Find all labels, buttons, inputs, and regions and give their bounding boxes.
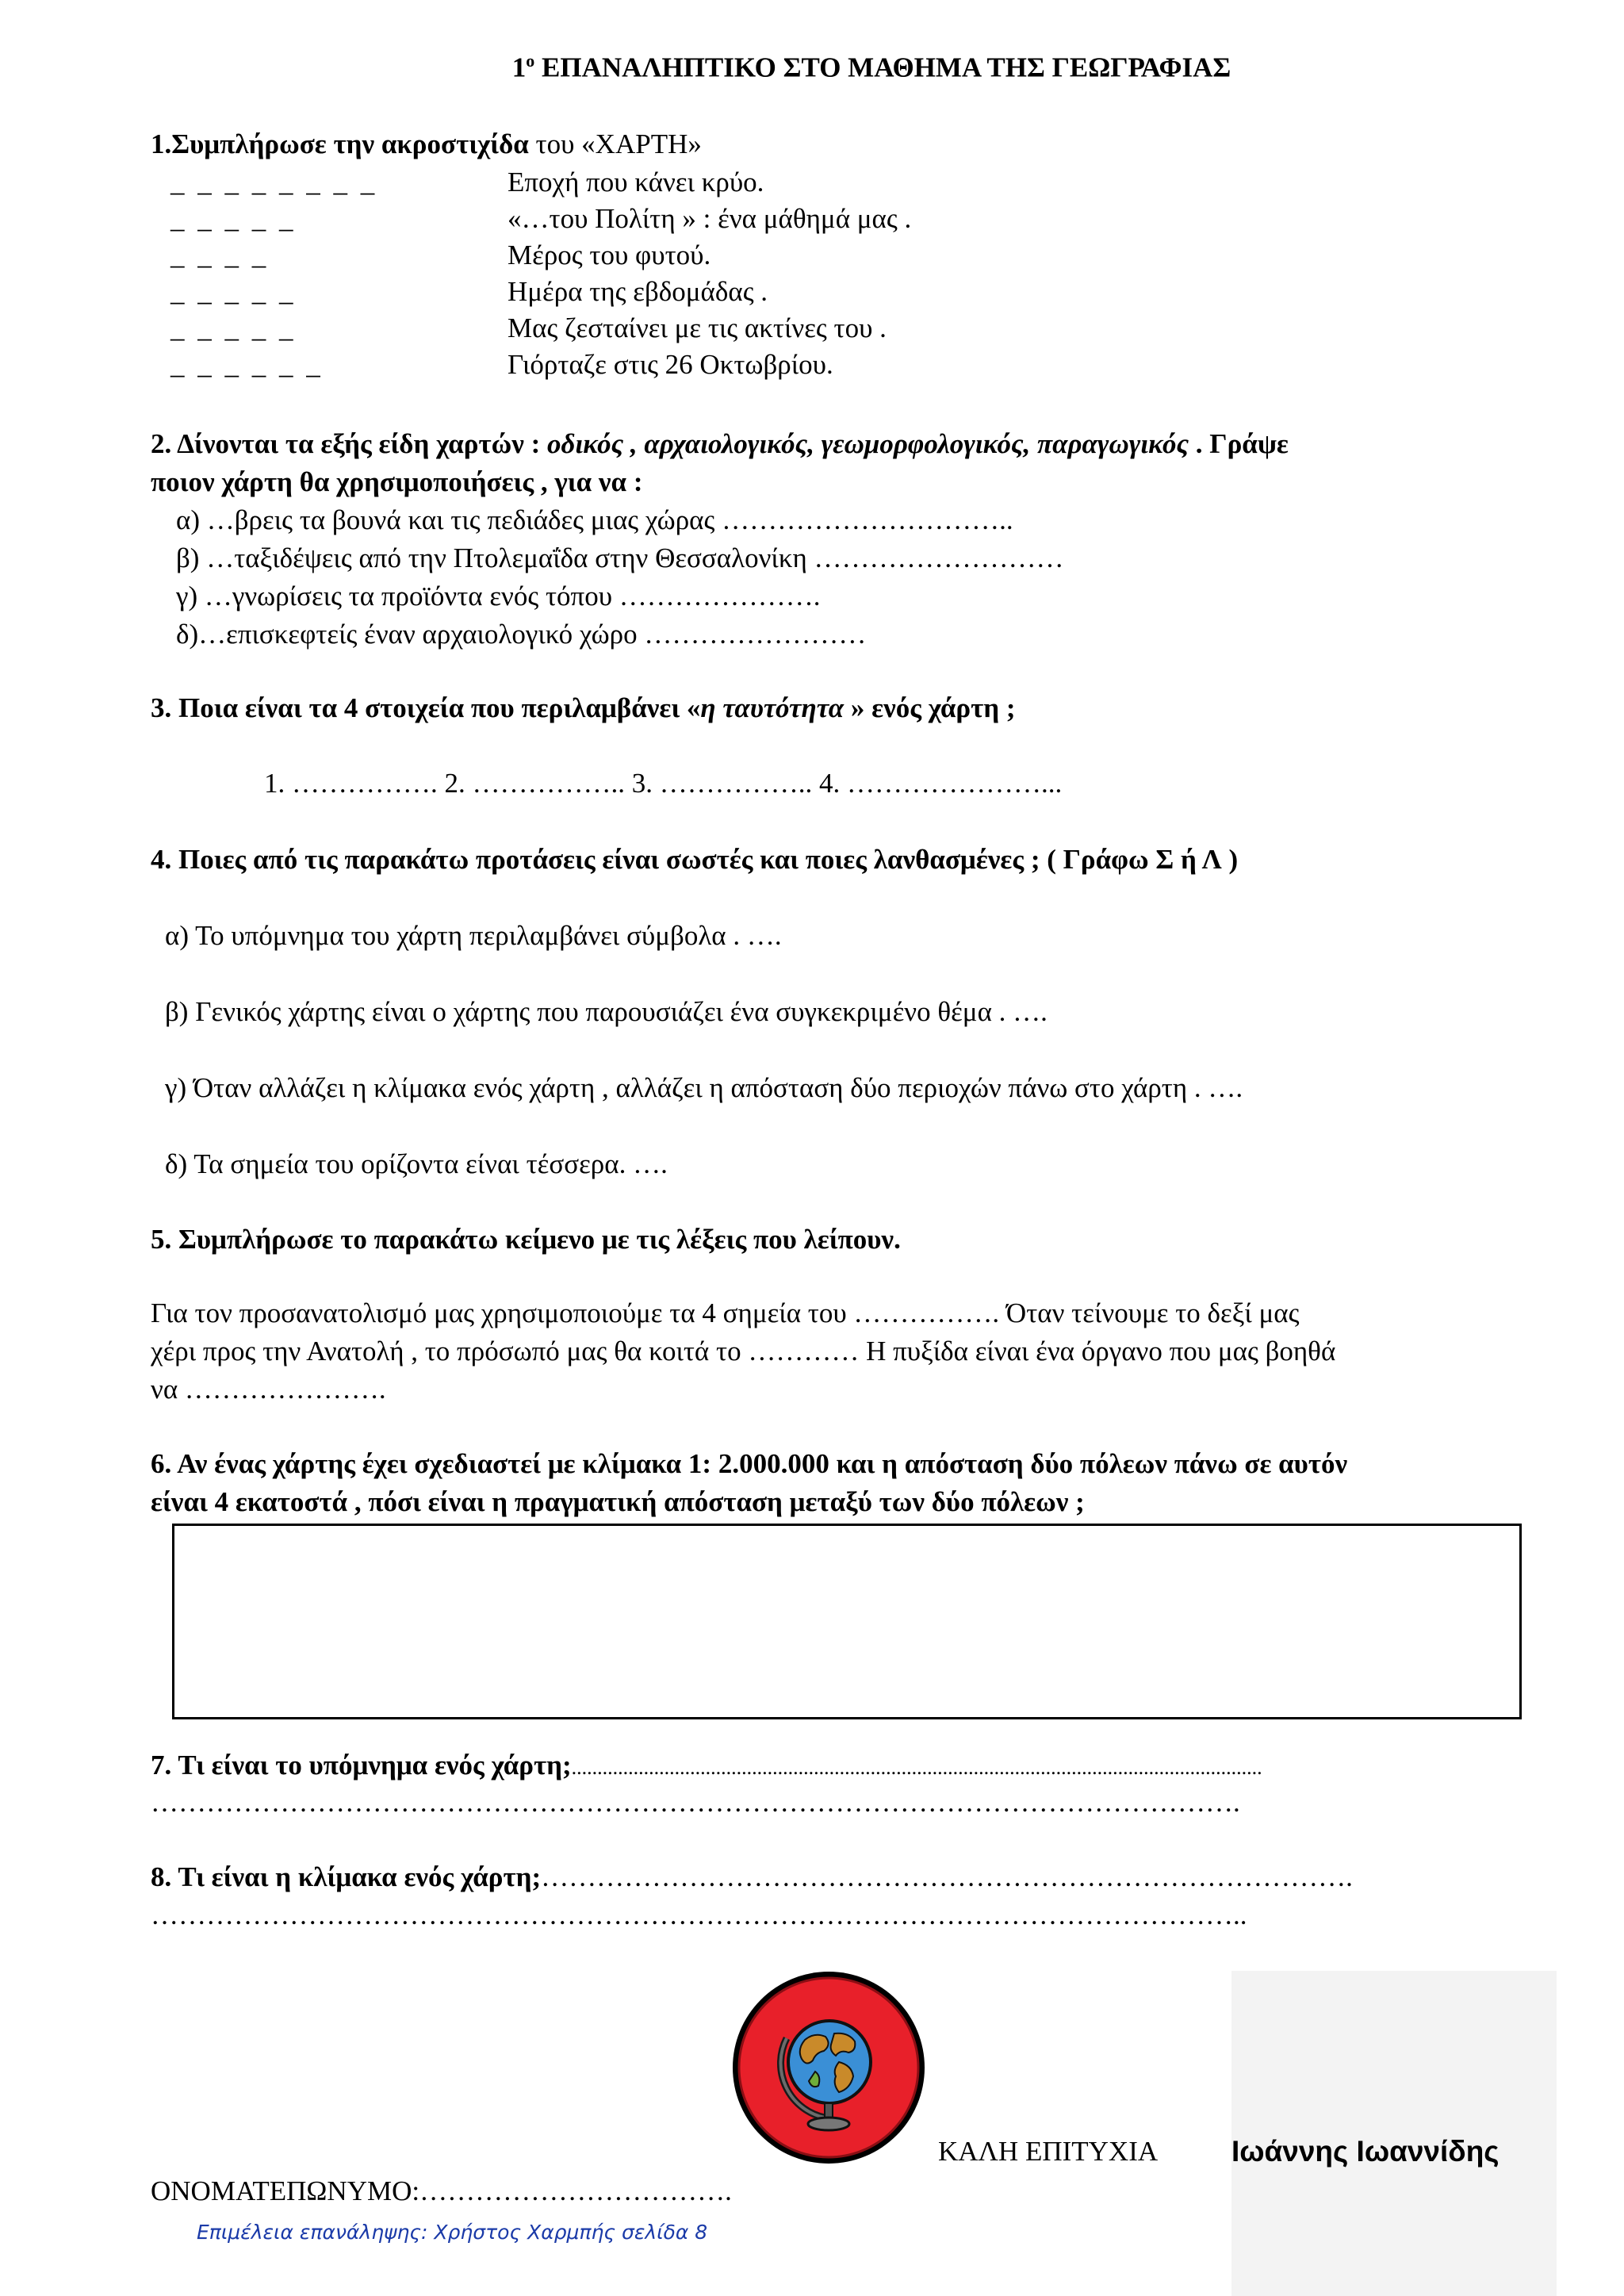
globe-icon xyxy=(730,1968,928,2167)
question-7-answer-line[interactable]: ………………………………………………………………………………………………………. xyxy=(151,1787,1240,1818)
acrostic-clue: «…του Πολίτη » : ένα μάθημά μας . xyxy=(508,203,912,234)
question-4-item[interactable]: β) Γενικός χάρτης είναι ο χάρτης που παρουσιάζει ένα συγκεκριμένο θέμα . …. xyxy=(165,996,1048,1027)
student-name-field[interactable]: ΟΝΟΜΑΤΕΠΩΝΥΜΟ:……………………………. xyxy=(151,2175,732,2206)
question-2-item[interactable]: β) …ταξιδέψεις από την Πτολεμαΐδα στην Θεσσαλονίκη ……………………… xyxy=(176,542,1064,573)
question-6-heading: 6. Αν ένας χάρτης έχει σχεδιαστεί με κλίμακα 1: 2.000.000 και η απόσταση δύο πόλεων πάνω σε αυτόν xyxy=(151,1448,1348,1479)
question-5-text[interactable]: χέρι προς την Ανατολή , το πρόσωπό μας θα κοιτά το ………… Η πυξίδα είναι ένα όργανο που μας βοηθά xyxy=(151,1336,1336,1366)
question-3-blanks[interactable]: 1. ……………. 2. …………….. 3. …………….. 4. …………………... xyxy=(264,768,1063,799)
question-7-heading[interactable]: 7. Τι είναι το υπόμνημα ενός χάρτη;...................................................................................................................................... xyxy=(151,1750,1262,1780)
acrostic-row xyxy=(170,203,1043,240)
question-5-text[interactable]: να …………………. xyxy=(151,1374,386,1405)
question-4-item[interactable]: δ) Τα σημεία του ορίζοντα είναι τέσσερα. …. xyxy=(165,1148,668,1179)
acrostic-blanks[interactable]: _ _ _ _ _ xyxy=(170,203,297,234)
question-6-subheading: είναι 4 εκατοστά , πόσι είναι η πραγματική απόσταση μεταξύ των δύο πόλεων ; xyxy=(151,1486,1085,1517)
acrostic-blanks[interactable]: _ _ _ _ _ _ xyxy=(170,349,324,380)
acrostic-row xyxy=(170,276,1043,312)
acrostic-blanks[interactable]: _ _ _ _ _ _ _ _ xyxy=(170,167,378,197)
question-2-heading: 2. Δίνονται τα εξής είδη χαρτών : οδικός , αρχαιολογικός, γεωμορφολογικός, παραγωγικός . Γράψε xyxy=(151,428,1289,459)
answer-box[interactable] xyxy=(172,1524,1522,1719)
question-3-heading: 3. Ποια είναι τα 4 στοιχεία που περιλαμβάνει «η ταυτότητα » ενός χάρτη ; xyxy=(151,692,1016,723)
footer-credit: Επιμέλεια επανάληψης: Χρήστος Χαρμπής σελίδα 8 xyxy=(197,2221,708,2244)
question-8-heading[interactable]: 8. Τι είναι η κλίμακα ενός χάρτη;……………………………………………………………………………. xyxy=(151,1861,1353,1892)
question-4-item[interactable]: α) Το υπόμνημα του χάρτη περιλαμβάνει σύμβολα . …. xyxy=(165,920,782,951)
question-8-answer-line[interactable]: ……………………………………………………………………………………………………….. xyxy=(151,1899,1247,1930)
signature-area xyxy=(1231,1971,1557,2296)
question-5-text[interactable]: Για τον προσανατολισμό μας χρησιμοποιούμε τα 4 σημεία του ……………. Όταν τείνουμε το δεξί μας xyxy=(151,1297,1300,1328)
acrostic-row xyxy=(170,349,1043,385)
acrostic-blanks[interactable]: _ _ _ _ _ xyxy=(170,312,297,343)
question-2-item[interactable]: α) …βρεις τα βουνά και τις πεδιάδες μιας χώρας ………………………….. xyxy=(176,504,1013,535)
question-4-item[interactable]: γ) Όταν αλλάζει η κλίμακα ενός χάρτη , αλλάζει η απόσταση δύο περιοχών πάνω στο χάρτη . …. xyxy=(165,1072,1243,1103)
acrostic-row xyxy=(170,240,1043,276)
acrostic-row xyxy=(170,312,1043,349)
question-2-item[interactable]: γ) …γνωρίσεις τα προϊόντα ενός τόπου …………………. xyxy=(176,581,821,611)
acrostic-blanks[interactable]: _ _ _ _ _ xyxy=(170,276,297,307)
acrostic-clue: Γιόρταζε στις 26 Οκτωβρίου. xyxy=(508,349,833,380)
acrostic-blanks[interactable]: _ _ _ _ xyxy=(170,240,270,270)
good-luck-text: ΚΑΛΗ ΕΠΙΤΥΧΙΑ xyxy=(938,2136,1159,2167)
page-title: $1^o$ ΕΠΑΝΑΛΗΠΤΙΚΟ ΣΤΟ ΜΑΘΗΜΑ ΤΗΣ ΓΕΩΓΡΑΦΙΑΣ xyxy=(511,51,1231,83)
question-4-heading: 4. Ποιες από τις παρακάτω προτάσεις είναι σωστές και ποιες λανθασμένες ; ( Γράφω Σ ή Λ ) xyxy=(151,844,1239,875)
acrostic-clue: Ημέρα της εβδομάδας . xyxy=(508,276,768,307)
question-2-subheading: ποιον χάρτη θα χρησιμοποιήσεις , για να : xyxy=(151,466,643,497)
question-2-item[interactable]: δ)…επισκεφτείς έναν αρχαιολογικό χώρο …………………… xyxy=(176,619,867,650)
acrostic-clue: Μέρος του φυτού. xyxy=(508,240,711,270)
question-5-heading: 5. Συμπλήρωσε το παρακάτω κείμενο με τις λέξεις που λείπουν. xyxy=(151,1224,901,1255)
acrostic-clue: Μας ζεσταίνει με τις ακτίνες του . xyxy=(508,312,887,343)
acrostic-row xyxy=(170,167,1043,203)
author-name: Ιωάννης Ιωαννίδης xyxy=(1231,2135,1500,2168)
question-1-heading: 1.Συμπλήρωσε την ακροστιχίδα του «ΧΑΡΤΗ» xyxy=(151,128,702,159)
acrostic-clue: Εποχή που κάνει κρύο. xyxy=(508,167,764,197)
